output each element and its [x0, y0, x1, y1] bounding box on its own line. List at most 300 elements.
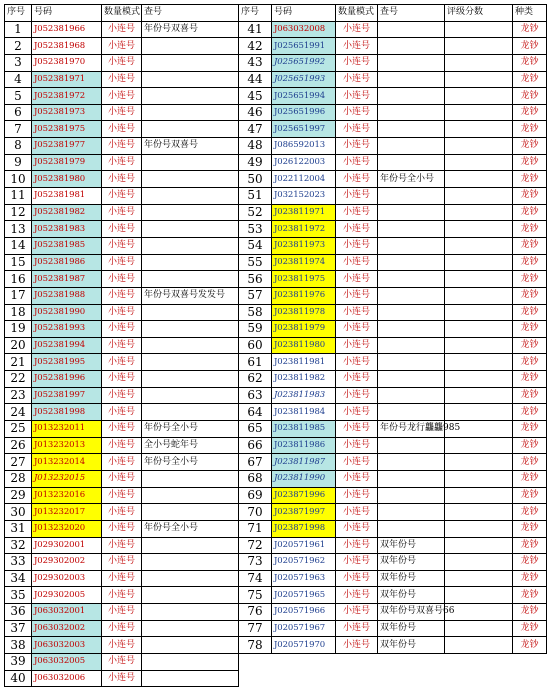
- cell-code[interactable]: J063032008: [272, 21, 336, 38]
- cell-check[interactable]: 年份号全小号: [142, 520, 239, 537]
- cell-mode[interactable]: 小连号: [336, 470, 378, 487]
- cell-seq[interactable]: 74: [239, 570, 272, 587]
- cell-score[interactable]: [445, 620, 513, 637]
- cell-kind[interactable]: 龙钞: [513, 38, 547, 55]
- cell-kind[interactable]: 龙钞: [513, 371, 547, 388]
- cell-seq[interactable]: 3: [5, 54, 32, 71]
- cell-kind[interactable]: 龙钞: [513, 287, 547, 304]
- cell-kind[interactable]: 龙钞: [513, 537, 547, 554]
- cell-check[interactable]: [142, 470, 239, 487]
- cell-check[interactable]: [142, 387, 239, 404]
- header-kind[interactable]: 种类: [513, 5, 547, 22]
- cell-code[interactable]: J052381968: [32, 38, 102, 55]
- cell-score[interactable]: [445, 21, 513, 38]
- cell-seq[interactable]: 39: [5, 653, 32, 670]
- cell-code[interactable]: J052381985: [32, 237, 102, 254]
- cell-code[interactable]: J020571966: [272, 604, 336, 621]
- cell-code[interactable]: J026122003: [272, 154, 336, 171]
- cell-mode[interactable]: 小连号: [336, 71, 378, 88]
- cell-kind[interactable]: 龙钞: [513, 337, 547, 354]
- cell-code[interactable]: J052381981: [32, 188, 102, 205]
- cell-seq[interactable]: 23: [5, 387, 32, 404]
- cell-mode[interactable]: 小连号: [336, 287, 378, 304]
- cell-check[interactable]: 年份号全小号: [142, 454, 239, 471]
- cell-seq[interactable]: 26: [5, 437, 32, 454]
- cell-mode[interactable]: 小连号: [336, 554, 378, 571]
- cell-mode[interactable]: 小连号: [336, 570, 378, 587]
- cell-check[interactable]: [378, 188, 445, 205]
- cell-mode[interactable]: 小连号: [336, 421, 378, 438]
- cell-score[interactable]: [445, 520, 513, 537]
- cell-check[interactable]: [378, 254, 445, 271]
- cell-check[interactable]: [142, 371, 239, 388]
- cell-mode[interactable]: 小连号: [102, 121, 142, 138]
- cell-mode[interactable]: 小连号: [102, 271, 142, 288]
- cell-code[interactable]: J025651993: [272, 71, 336, 88]
- cell-kind[interactable]: 龙钞: [513, 504, 547, 521]
- cell-kind[interactable]: 龙钞: [513, 154, 547, 171]
- cell-seq[interactable]: 24: [5, 404, 32, 421]
- cell-check[interactable]: [142, 404, 239, 421]
- cell-code[interactable]: J023811975: [272, 271, 336, 288]
- cell-seq[interactable]: 69: [239, 487, 272, 504]
- cell-seq[interactable]: 9: [5, 154, 32, 171]
- cell-mode[interactable]: 小连号: [102, 204, 142, 221]
- cell-seq[interactable]: 48: [239, 138, 272, 155]
- cell-check[interactable]: [378, 321, 445, 338]
- cell-code[interactable]: J023811978: [272, 304, 336, 321]
- cell-check[interactable]: [378, 404, 445, 421]
- cell-mode[interactable]: 小连号: [102, 387, 142, 404]
- cell-kind[interactable]: 龙钞: [513, 221, 547, 238]
- cell-seq[interactable]: 13: [5, 221, 32, 238]
- cell-mode[interactable]: 小连号: [336, 204, 378, 221]
- cell-score[interactable]: [445, 254, 513, 271]
- cell-seq[interactable]: 25: [5, 421, 32, 438]
- cell-mode[interactable]: 小连号: [102, 604, 142, 621]
- cell-mode[interactable]: 小连号: [336, 354, 378, 371]
- cell-kind[interactable]: 龙钞: [513, 470, 547, 487]
- cell-mode[interactable]: 小连号: [336, 104, 378, 121]
- cell-seq[interactable]: 51: [239, 188, 272, 205]
- cell-code[interactable]: J032152023: [272, 188, 336, 205]
- cell-code[interactable]: J013232016: [32, 487, 102, 504]
- cell-mode[interactable]: 小连号: [102, 437, 142, 454]
- cell-mode[interactable]: 小连号: [336, 620, 378, 637]
- cell-mode[interactable]: 小连号: [336, 604, 378, 621]
- cell-mode[interactable]: 小连号: [102, 188, 142, 205]
- cell-code[interactable]: J013232014: [32, 454, 102, 471]
- cell-mode[interactable]: 小连号: [102, 221, 142, 238]
- cell-code[interactable]: J052381979: [32, 154, 102, 171]
- cell-code[interactable]: J029302005: [32, 587, 102, 604]
- cell-mode[interactable]: 小连号: [102, 570, 142, 587]
- cell-code[interactable]: J020571962: [272, 554, 336, 571]
- cell-mode[interactable]: 小连号: [336, 138, 378, 155]
- cell-mode[interactable]: 小连号: [102, 54, 142, 71]
- cell-check[interactable]: 年份号全小号: [142, 421, 239, 438]
- cell-score[interactable]: [445, 304, 513, 321]
- cell-kind[interactable]: 龙钞: [513, 204, 547, 221]
- cell-code[interactable]: J052381996: [32, 371, 102, 388]
- cell-mode[interactable]: 小连号: [336, 254, 378, 271]
- cell-check[interactable]: 双年份号: [378, 637, 445, 654]
- cell-kind[interactable]: 龙钞: [513, 620, 547, 637]
- cell-kind[interactable]: 龙钞: [513, 21, 547, 38]
- cell-code[interactable]: J023811984: [272, 404, 336, 421]
- cell-code[interactable]: J052381998: [32, 404, 102, 421]
- cell-check[interactable]: [378, 337, 445, 354]
- cell-check[interactable]: [378, 104, 445, 121]
- cell-code[interactable]: J025651991: [272, 38, 336, 55]
- cell-mode[interactable]: 小连号: [102, 653, 142, 670]
- cell-mode[interactable]: 小连号: [102, 304, 142, 321]
- cell-code[interactable]: J052381993: [32, 321, 102, 338]
- cell-seq[interactable]: 77: [239, 620, 272, 637]
- cell-seq[interactable]: 19: [5, 321, 32, 338]
- cell-code[interactable]: J025651997: [272, 121, 336, 138]
- cell-mode[interactable]: 小连号: [102, 620, 142, 637]
- cell-mode[interactable]: 小连号: [102, 104, 142, 121]
- cell-seq[interactable]: 31: [5, 520, 32, 537]
- cell-mode[interactable]: 小连号: [336, 337, 378, 354]
- cell-seq[interactable]: 22: [5, 371, 32, 388]
- cell-code[interactable]: J025651994: [272, 88, 336, 105]
- cell-seq[interactable]: 46: [239, 104, 272, 121]
- cell-code[interactable]: J020571970: [272, 637, 336, 654]
- cell-check[interactable]: [142, 587, 239, 604]
- cell-check[interactable]: [142, 554, 239, 571]
- cell-code[interactable]: J052381971: [32, 71, 102, 88]
- cell-mode[interactable]: 小连号: [102, 171, 142, 188]
- cell-seq[interactable]: 37: [5, 620, 32, 637]
- cell-mode[interactable]: 小连号: [102, 287, 142, 304]
- cell-seq[interactable]: 71: [239, 520, 272, 537]
- cell-code[interactable]: J023871997: [272, 504, 336, 521]
- cell-score[interactable]: [445, 237, 513, 254]
- cell-kind[interactable]: 龙钞: [513, 237, 547, 254]
- cell-mode[interactable]: 小连号: [336, 154, 378, 171]
- cell-check[interactable]: [142, 487, 239, 504]
- cell-score[interactable]: [445, 271, 513, 288]
- cell-code[interactable]: J063032003: [32, 637, 102, 654]
- cell-code[interactable]: J063032002: [32, 620, 102, 637]
- cell-check[interactable]: [142, 54, 239, 71]
- cell-code[interactable]: J023811987: [272, 454, 336, 471]
- cell-code[interactable]: J013232011: [32, 421, 102, 438]
- cell-code[interactable]: J052381966: [32, 21, 102, 38]
- cell-code[interactable]: J052381994: [32, 337, 102, 354]
- cell-score[interactable]: [445, 570, 513, 587]
- cell-mode[interactable]: 小连号: [336, 271, 378, 288]
- cell-mode[interactable]: 小连号: [336, 404, 378, 421]
- cell-code[interactable]: J025651992: [272, 54, 336, 71]
- cell-seq[interactable]: 6: [5, 104, 32, 121]
- cell-kind[interactable]: 龙钞: [513, 387, 547, 404]
- cell-check[interactable]: 年份号双喜号发发号: [142, 287, 239, 304]
- cell-check[interactable]: [142, 71, 239, 88]
- cell-seq[interactable]: 11: [5, 188, 32, 205]
- header-mode[interactable]: 数量模式: [102, 5, 142, 22]
- cell-check[interactable]: 双年份号双喜号66: [378, 604, 445, 621]
- cell-kind[interactable]: 龙钞: [513, 437, 547, 454]
- cell-mode[interactable]: 小连号: [336, 171, 378, 188]
- cell-seq[interactable]: 72: [239, 537, 272, 554]
- cell-seq[interactable]: 42: [239, 38, 272, 55]
- cell-mode[interactable]: 小连号: [102, 421, 142, 438]
- cell-kind[interactable]: 龙钞: [513, 421, 547, 438]
- cell-check[interactable]: [378, 304, 445, 321]
- cell-check[interactable]: [378, 54, 445, 71]
- cell-seq[interactable]: 49: [239, 154, 272, 171]
- cell-code[interactable]: J025651996: [272, 104, 336, 121]
- cell-check[interactable]: [378, 204, 445, 221]
- header-code[interactable]: 号码: [32, 5, 102, 22]
- cell-kind[interactable]: 龙钞: [513, 171, 547, 188]
- cell-check[interactable]: [378, 437, 445, 454]
- cell-seq[interactable]: 16: [5, 271, 32, 288]
- cell-check[interactable]: 年份号全小号: [378, 171, 445, 188]
- cell-code[interactable]: J023811976: [272, 287, 336, 304]
- cell-score[interactable]: [445, 54, 513, 71]
- cell-score[interactable]: [445, 604, 513, 621]
- cell-seq[interactable]: 55: [239, 254, 272, 271]
- header-seq[interactable]: 序号: [239, 5, 272, 22]
- cell-seq[interactable]: 63: [239, 387, 272, 404]
- cell-code[interactable]: J023811971: [272, 204, 336, 221]
- cell-seq[interactable]: 53: [239, 221, 272, 238]
- header-check[interactable]: 查号: [378, 5, 445, 22]
- cell-mode[interactable]: 小连号: [336, 304, 378, 321]
- cell-code[interactable]: J023811990: [272, 470, 336, 487]
- cell-code[interactable]: J013232017: [32, 504, 102, 521]
- cell-seq[interactable]: 5: [5, 88, 32, 105]
- cell-mode[interactable]: 小连号: [102, 154, 142, 171]
- cell-kind[interactable]: 龙钞: [513, 520, 547, 537]
- cell-code[interactable]: J023871998: [272, 520, 336, 537]
- cell-code[interactable]: J052381973: [32, 104, 102, 121]
- cell-seq[interactable]: 76: [239, 604, 272, 621]
- cell-mode[interactable]: 小连号: [102, 670, 142, 687]
- cell-code[interactable]: J023811973: [272, 237, 336, 254]
- cell-score[interactable]: [445, 554, 513, 571]
- cell-score[interactable]: [445, 287, 513, 304]
- cell-check[interactable]: [142, 304, 239, 321]
- cell-seq[interactable]: 40: [5, 670, 32, 687]
- cell-mode[interactable]: 小连号: [102, 21, 142, 38]
- cell-code[interactable]: J023811980: [272, 337, 336, 354]
- cell-code[interactable]: J023811972: [272, 221, 336, 238]
- cell-code[interactable]: J020571965: [272, 587, 336, 604]
- cell-mode[interactable]: 小连号: [102, 321, 142, 338]
- cell-check[interactable]: [142, 154, 239, 171]
- cell-code[interactable]: J023811985: [272, 421, 336, 438]
- cell-check[interactable]: [378, 504, 445, 521]
- cell-score[interactable]: [445, 171, 513, 188]
- cell-check[interactable]: [142, 354, 239, 371]
- cell-seq[interactable]: 66: [239, 437, 272, 454]
- cell-mode[interactable]: 小连号: [336, 504, 378, 521]
- cell-check[interactable]: 双年份号: [378, 537, 445, 554]
- cell-check[interactable]: [378, 154, 445, 171]
- header-mode[interactable]: 数量模式: [336, 5, 378, 22]
- cell-check[interactable]: [378, 470, 445, 487]
- cell-score[interactable]: [445, 38, 513, 55]
- cell-kind[interactable]: 龙钞: [513, 254, 547, 271]
- cell-kind[interactable]: 龙钞: [513, 54, 547, 71]
- cell-mode[interactable]: 小连号: [102, 487, 142, 504]
- cell-score[interactable]: [445, 404, 513, 421]
- cell-check[interactable]: [142, 221, 239, 238]
- cell-seq[interactable]: 27: [5, 454, 32, 471]
- cell-code[interactable]: J023811983: [272, 387, 336, 404]
- cell-check[interactable]: [142, 604, 239, 621]
- header-score[interactable]: 评级分数: [445, 5, 513, 22]
- cell-seq[interactable]: 50: [239, 171, 272, 188]
- cell-kind[interactable]: 龙钞: [513, 404, 547, 421]
- cell-mode[interactable]: 小连号: [102, 88, 142, 105]
- cell-check[interactable]: [378, 21, 445, 38]
- cell-mode[interactable]: 小连号: [102, 637, 142, 654]
- cell-seq[interactable]: 70: [239, 504, 272, 521]
- cell-score[interactable]: [445, 88, 513, 105]
- cell-score[interactable]: [445, 221, 513, 238]
- cell-check[interactable]: [378, 221, 445, 238]
- cell-kind[interactable]: 龙钞: [513, 637, 547, 654]
- cell-code[interactable]: J029302003: [32, 570, 102, 587]
- cell-check[interactable]: [142, 670, 239, 687]
- cell-code[interactable]: J052381997: [32, 387, 102, 404]
- cell-seq[interactable]: 15: [5, 254, 32, 271]
- cell-score[interactable]: [445, 470, 513, 487]
- cell-code[interactable]: J023811979: [272, 321, 336, 338]
- cell-score[interactable]: [445, 121, 513, 138]
- cell-check[interactable]: 双年份号: [378, 554, 445, 571]
- cell-seq[interactable]: 35: [5, 587, 32, 604]
- cell-check[interactable]: 双年份号: [378, 587, 445, 604]
- cell-seq[interactable]: 2: [5, 38, 32, 55]
- cell-seq[interactable]: 43: [239, 54, 272, 71]
- cell-check[interactable]: [142, 537, 239, 554]
- cell-kind[interactable]: 龙钞: [513, 454, 547, 471]
- cell-mode[interactable]: 小连号: [336, 371, 378, 388]
- cell-check[interactable]: [378, 38, 445, 55]
- cell-check[interactable]: [142, 204, 239, 221]
- cell-code[interactable]: J020571963: [272, 570, 336, 587]
- cell-code[interactable]: J052381983: [32, 221, 102, 238]
- cell-kind[interactable]: 龙钞: [513, 321, 547, 338]
- cell-seq[interactable]: 41: [239, 21, 272, 38]
- cell-check[interactable]: [378, 371, 445, 388]
- cell-mode[interactable]: 小连号: [336, 188, 378, 205]
- cell-check[interactable]: 年份号双喜号: [142, 21, 239, 38]
- cell-mode[interactable]: 小连号: [102, 470, 142, 487]
- cell-check[interactable]: [378, 520, 445, 537]
- cell-kind[interactable]: 龙钞: [513, 587, 547, 604]
- cell-code[interactable]: J052381986: [32, 254, 102, 271]
- cell-score[interactable]: [445, 637, 513, 654]
- cell-code[interactable]: J023811986: [272, 437, 336, 454]
- cell-seq[interactable]: 12: [5, 204, 32, 221]
- cell-mode[interactable]: 小连号: [102, 537, 142, 554]
- cell-seq[interactable]: 52: [239, 204, 272, 221]
- cell-mode[interactable]: 小连号: [336, 637, 378, 654]
- cell-mode[interactable]: 小连号: [102, 520, 142, 537]
- cell-code[interactable]: J086592013: [272, 138, 336, 155]
- cell-check[interactable]: [378, 237, 445, 254]
- cell-mode[interactable]: 小连号: [102, 554, 142, 571]
- cell-kind[interactable]: 龙钞: [513, 271, 547, 288]
- cell-seq[interactable]: 54: [239, 237, 272, 254]
- cell-check[interactable]: [142, 637, 239, 654]
- cell-kind[interactable]: 龙钞: [513, 487, 547, 504]
- cell-seq[interactable]: 4: [5, 71, 32, 88]
- cell-check[interactable]: [142, 237, 239, 254]
- cell-check[interactable]: [142, 104, 239, 121]
- cell-seq[interactable]: 58: [239, 304, 272, 321]
- cell-kind[interactable]: 龙钞: [513, 188, 547, 205]
- cell-check[interactable]: [378, 271, 445, 288]
- cell-check[interactable]: 全小号蛇年号: [142, 437, 239, 454]
- cell-score[interactable]: [445, 537, 513, 554]
- cell-code[interactable]: J013232015: [32, 470, 102, 487]
- cell-seq[interactable]: 30: [5, 504, 32, 521]
- cell-seq[interactable]: 34: [5, 570, 32, 587]
- cell-check[interactable]: [378, 88, 445, 105]
- cell-mode[interactable]: 小连号: [336, 587, 378, 604]
- cell-mode[interactable]: 小连号: [336, 520, 378, 537]
- header-check[interactable]: 查号: [142, 5, 239, 22]
- cell-check[interactable]: [142, 620, 239, 637]
- cell-mode[interactable]: 小连号: [102, 254, 142, 271]
- cell-check[interactable]: [378, 71, 445, 88]
- cell-score[interactable]: [445, 504, 513, 521]
- cell-check[interactable]: [378, 387, 445, 404]
- cell-mode[interactable]: 小连号: [336, 487, 378, 504]
- cell-check[interactable]: [142, 188, 239, 205]
- cell-code[interactable]: J052381987: [32, 271, 102, 288]
- cell-mode[interactable]: 小连号: [102, 454, 142, 471]
- cell-score[interactable]: [445, 337, 513, 354]
- cell-code[interactable]: J023811982: [272, 371, 336, 388]
- cell-code[interactable]: J052381995: [32, 354, 102, 371]
- cell-score[interactable]: [445, 587, 513, 604]
- cell-seq[interactable]: 29: [5, 487, 32, 504]
- cell-code[interactable]: J063032005: [32, 653, 102, 670]
- cell-seq[interactable]: 73: [239, 554, 272, 571]
- cell-kind[interactable]: 龙钞: [513, 304, 547, 321]
- cell-seq[interactable]: 60: [239, 337, 272, 354]
- header-seq[interactable]: 序号: [5, 5, 32, 22]
- cell-mode[interactable]: 小连号: [336, 237, 378, 254]
- cell-seq[interactable]: 20: [5, 337, 32, 354]
- cell-code[interactable]: J022112004: [272, 171, 336, 188]
- cell-mode[interactable]: 小连号: [336, 121, 378, 138]
- cell-seq[interactable]: 14: [5, 237, 32, 254]
- cell-seq[interactable]: 28: [5, 470, 32, 487]
- cell-seq[interactable]: 1: [5, 21, 32, 38]
- cell-check[interactable]: [142, 570, 239, 587]
- cell-check[interactable]: [142, 121, 239, 138]
- cell-code[interactable]: J020571961: [272, 537, 336, 554]
- cell-seq[interactable]: 64: [239, 404, 272, 421]
- cell-code[interactable]: J052381982: [32, 204, 102, 221]
- cell-mode[interactable]: 小连号: [102, 371, 142, 388]
- cell-check[interactable]: 年份号双喜号: [142, 138, 239, 155]
- cell-code[interactable]: J052381972: [32, 88, 102, 105]
- cell-check[interactable]: [378, 138, 445, 155]
- cell-kind[interactable]: 龙钞: [513, 121, 547, 138]
